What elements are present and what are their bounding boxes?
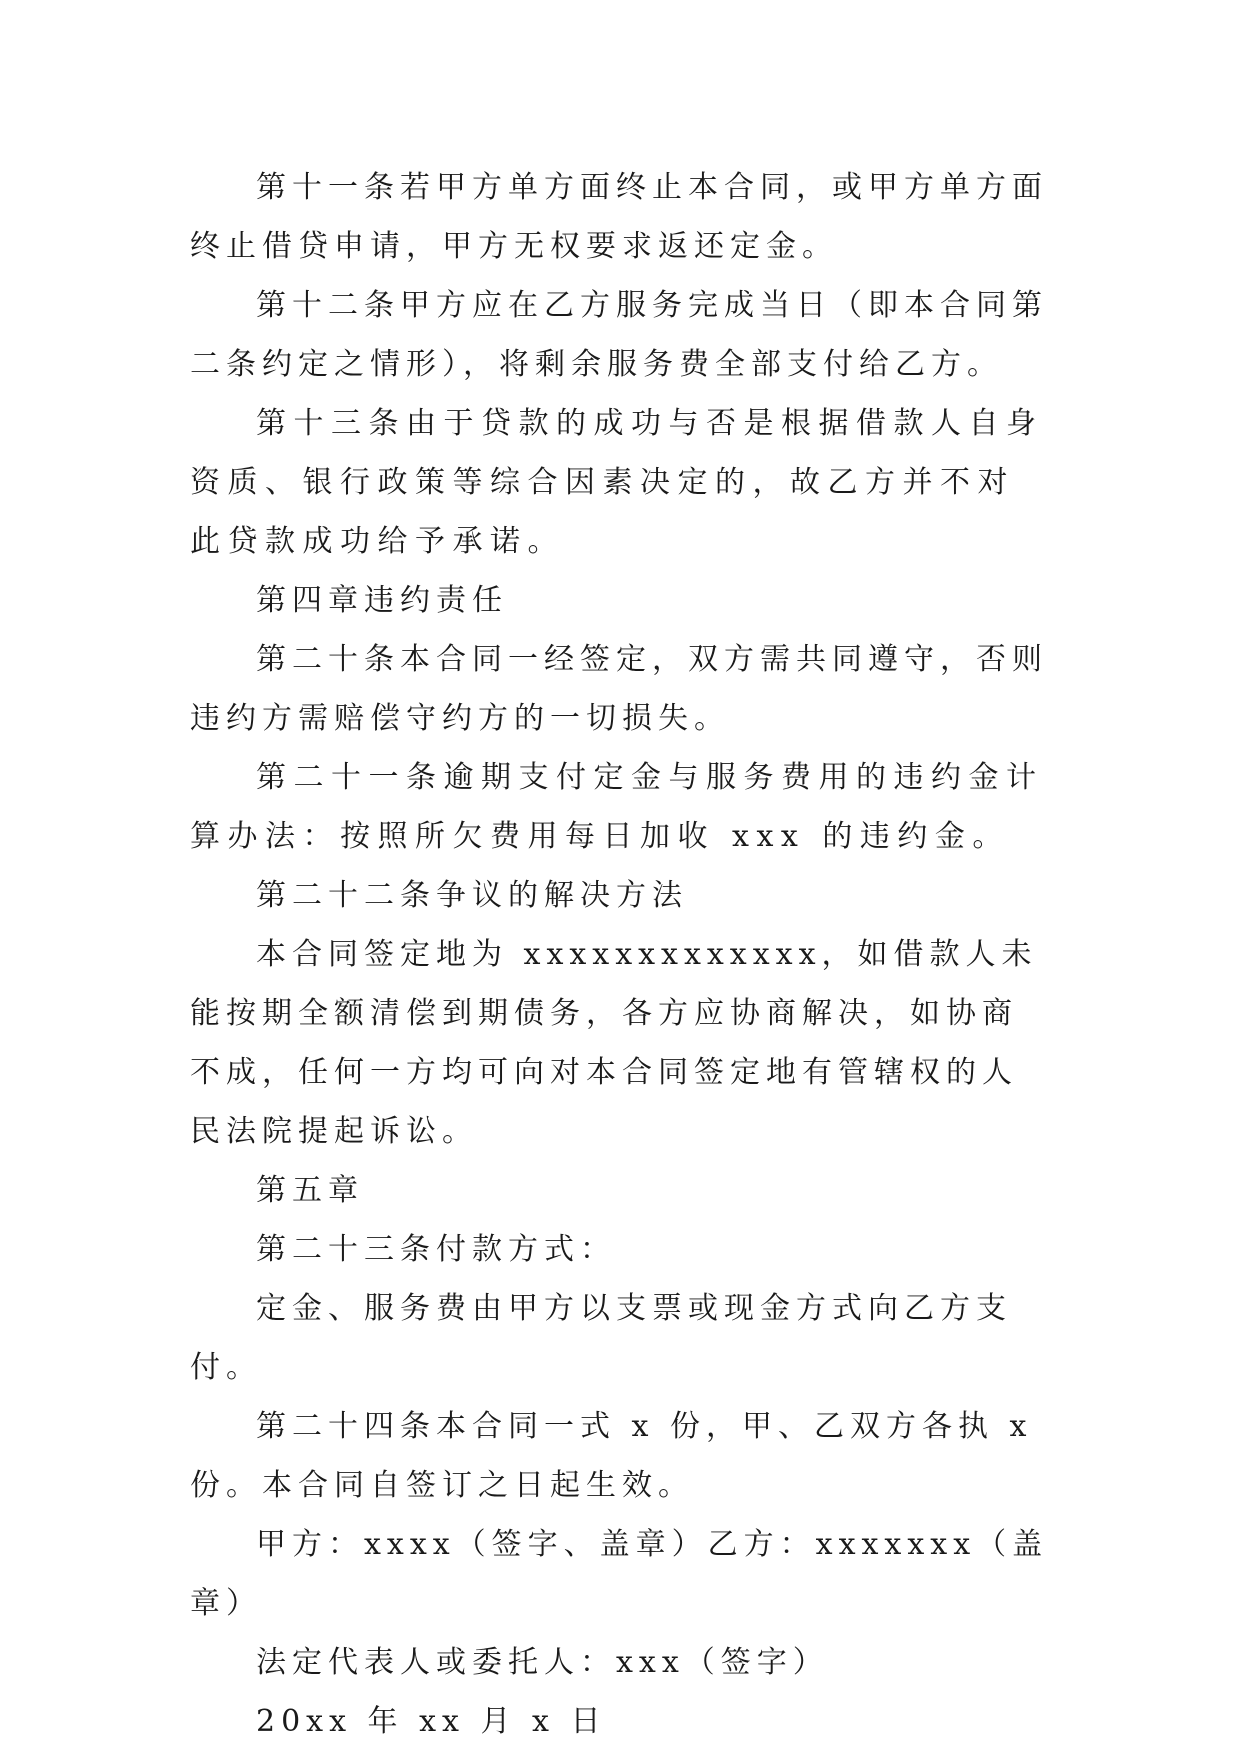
legal-representative: 法定代表人或委托人：xxx（签字）: [256, 1645, 829, 1680]
clause-22: 第二十二条争议的解决方法: [256, 878, 688, 913]
clause-23: 第二十三条付款方式：: [256, 1232, 616, 1267]
chapter-4-heading: 第四章违约责任: [256, 583, 508, 618]
dispute-resolution-text: 本合同签定地为 xxxxxxxxxxxxx，如借款人未能按期全额清偿到期债务，各方应协商解决，如协商不成，任何一方均可向对本合同签定地有管辖权的人民法院提起诉讼。: [190, 937, 1038, 1149]
clause-11: 第十一条若甲方单方面终止本合同，或甲方单方面终止借贷申请，甲方无权要求返还定金。: [190, 170, 1048, 264]
clause-20: 第二十条本合同一经签定，双方需共同遵守，否则违约方需赔偿守约方的一切损失。: [190, 642, 1048, 736]
clause-21: 第二十一条逾期支付定金与服务费用的违约金计算办法：按照所欠费用每日加收 xxx 的违约金。: [190, 760, 1044, 854]
clause-24: 第二十四条本合同一式 x 份，甲、乙双方各执 x 份。本合同自签订之日起生效。: [190, 1409, 1033, 1503]
payment-method-text: 定金、服务费由甲方以支票或现金方式向乙方支付。: [190, 1291, 1012, 1385]
document-body: [190, 158, 1050, 1751]
clause-13: 第十三条由于贷款的成功与否是根据借款人自身资质、银行政策等综合因素决定的，故乙方并不对此贷款成功给予承诺。: [190, 406, 1044, 559]
chapter-5-heading: 第五章: [256, 1173, 364, 1208]
signing-date: 20xx 年 xx 月 x 日: [256, 1704, 607, 1739]
clause-12: 第十二条甲方应在乙方服务完成当日（即本合同第二条约定之情形），将剩余服务费全部支付给乙方。: [190, 288, 1048, 382]
party-signatures: 甲方：xxxx（签字、盖章）乙方：xxxxxxx（盖章）: [190, 1527, 1049, 1621]
